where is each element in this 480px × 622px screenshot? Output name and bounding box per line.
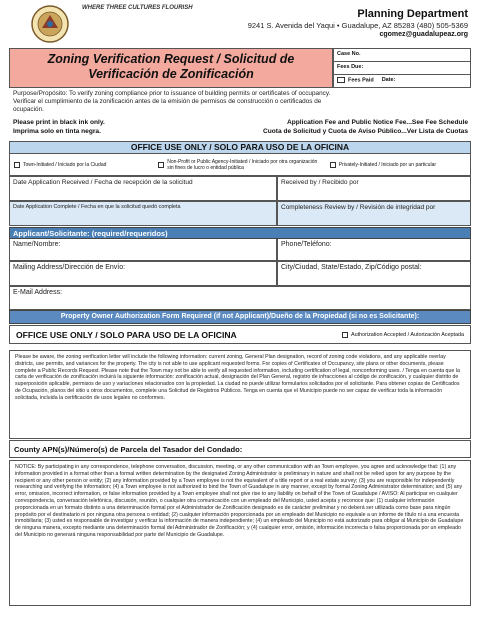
ink-instructions (13, 119, 105, 136)
case-info-box (333, 48, 471, 88)
purpose-line1: Purpose/Propósito: To verify zoning compliance prior to issuance of building permits or certificates of occupancy. (13, 90, 331, 97)
ink-instruction-en: Please print in black ink only. (13, 119, 105, 126)
office-use-header: OFFICE USE ONLY / SOLO PARA USO DE LA OFICINA (9, 141, 471, 154)
form-title-line2: Verificación de Zonificación (88, 67, 254, 81)
fees-paid-checkbox[interactable] (337, 77, 345, 83)
option-privately-initiated[interactable] (326, 154, 470, 175)
city-state-zip-field[interactable] (277, 261, 471, 286)
mailing-address-label: Mailing Address/Dirección de Envío: (13, 264, 126, 271)
authorization-accepted-checkbox[interactable] (342, 332, 348, 338)
nonprofit-initiated-checkbox[interactable] (158, 162, 164, 168)
date-received-label: Date Application Received / Fecha de recepción de la solicitud (13, 179, 193, 186)
fees-paid-label: Fees Paid (348, 77, 374, 84)
option-town-initiated[interactable] (10, 154, 154, 175)
town-seal-logo (22, 4, 78, 44)
applicant-name-label: Name/Nombre: (13, 241, 61, 248)
purpose-line3: ocupación. (13, 106, 44, 113)
email-address-field[interactable] (9, 286, 471, 310)
owner-office-use-row (9, 325, 471, 344)
department-email[interactable]: cgomez@guadalupeaz.org (379, 31, 468, 38)
email-address-label: E-Mail Address: (13, 289, 63, 296)
privately-initiated-checkbox[interactable] (330, 162, 336, 168)
received-by-label: Received by / Recibido por (281, 179, 359, 186)
nonprofit-initiated-label: Non-Profit or Public Agency-Initiated / Iniciado por otra organización sin fines de lucro o entidad pública (167, 158, 318, 171)
option-nonprofit-initiated[interactable] (154, 154, 326, 175)
purpose-text (9, 90, 471, 114)
legal-notice: NOTICE: By participating in any correspondence, telephone conversation, discussion, meeting, or any other communication with an Town employee, you agree and acknowledge that: (1) any information provided in a format other than a formal written determination by the designated Zoning Administrator is preliminary in nature and shall not be relied upon for any purpose by the recipient or any other person or entity; (2) any information provided by a Town employee is not the equivalent of a title report or a real estate survey; (3) you are responsible for independently researching and verifying the information; (4) a Town employee is not authorized to bind the Town of Guadalupe in any manner, except by formal Zoning Administrator determination; and (5) any error, omission, incorrect information, or false information provided by a Town employee shall not give rise to any liability on behalf of the Town of Guadalupe / AVISO: Al participar en cualquier correspondencia, conversación telefónica, discusión, reunión, o cualquier otra comunicación con un empleado del Municipio, usted acepta y reconoce que: (1) cualquier información proporcionada en un formato distinto a una determinación formal por el Administrador de Zonificación designado es de carácter preliminar y no deberá ser utilizada como base para ningún propósito por el destinatario ni por ninguna otra persona o entidad; (2) cualquier información proporcionada por un empleado del Municipio no equivale a un informe de título ni a una encuesta inmobiliaria; (3) usted es responsable de investigar y verificar la información de manera independiente; (4) un empleado del Municipio no está autorizado para obligar al Municipio de Guadalupe de ninguna manera, excepto mediante una determinación formal del Administrador de Zonificación; y (4) cualquier error, omisión, información incorrecta o falsa proporcionada por un empleado del Municipio no generará ninguna responsabilidad por parte del Municipio de Guadalupe. (9, 460, 471, 606)
applicant-name-field[interactable] (9, 239, 277, 261)
authorization-accepted-option[interactable] (342, 332, 464, 338)
initiation-type-row (9, 154, 471, 176)
received-by-field[interactable] (277, 176, 471, 201)
fee-instructions (263, 119, 468, 136)
date-received-field[interactable] (9, 176, 277, 201)
review-by-label: Completeness Review by / Revisión de integridad por (281, 204, 436, 211)
fees-paid-date-label: Date: (381, 77, 396, 84)
fees-due-label: Fees Due: (337, 64, 364, 70)
case-number-field[interactable] (334, 49, 470, 62)
case-number-label: Case No. (337, 51, 361, 57)
privately-initiated-label: Privately-Initiated / Iniciado por un particular (338, 161, 437, 168)
review-by-field[interactable] (277, 201, 471, 226)
mailing-address-field[interactable] (9, 261, 277, 286)
form-title-line1: Zoning Verification Request / Solicitud de (47, 52, 295, 66)
city-state-zip-label: City/Ciudad, State/Estado, Zip/Código postal: (281, 264, 422, 271)
department-name: Planning Department (357, 8, 468, 20)
form-title (9, 48, 333, 88)
county-apn-label: County APN(s)/Número(s) de Parcela del Tasador del Condado: (14, 445, 243, 454)
town-initiated-label: Town-Initiated / Iniciado por la Ciudad (23, 161, 107, 168)
applicant-section-header: Applicant/Solicitante: (required/requeridos) (9, 227, 471, 239)
fee-instruction-es: Cuota de Solicitud y Cuota de Aviso Público...Ver Lista de Cuotas (262, 127, 468, 135)
ink-instruction-es: Imprima solo en tinta negra. (13, 127, 101, 135)
applicant-phone-field[interactable] (277, 239, 471, 261)
fees-due-field[interactable] (334, 62, 470, 75)
purpose-line2: Verificar el cumplimiento de la zonificación antes de la emisión de permisos de construcción o certificados de (13, 98, 322, 105)
fees-paid-row (334, 75, 470, 88)
date-complete-field[interactable] (9, 201, 277, 226)
date-complete-label: Date Application Complete / Fecha en que la solicitud quedó completa (13, 204, 181, 210)
authorization-accepted-label: Authorization Accepted / Autorización Aceptada (351, 331, 464, 338)
fee-instruction-en: Application Fee and Public Notice Fee...See Fee Schedule (286, 119, 468, 126)
town-motto: WHERE THREE CULTURES FLOURISH (82, 5, 193, 11)
town-initiated-checkbox[interactable] (14, 162, 20, 168)
owner-authorization-header: Property Owner Authorization Form Required (if not Applicant)/Dueño de la Propiedad (si no es Solicitante): (9, 310, 471, 324)
applicant-phone-label: Phone/Teléfono: (281, 241, 332, 248)
zoning-letter-notice: Please be aware, the zoning verification letter will include the following information: current zoning, General Plan designation, record of zoning code violations, and any applicable overlay districts, use permits, and variances for the property. The city is not able to use applicant requested forms. For copies of Certificates of Occupancy, site plans or other documents, please complete a Public Records Request. Please note that the Town may not be able to verify all requested information, including certification of legal, nonconforming uses. / Tenga en cuenta que la carta de verificación de zonificación incluirá la siguiente información: zonificación actual, designación del Plan General, registro de infracciones al código de zonificación, y cualquier distrito de superposición aplicable, permisos de uso y variaciones relacionados con la propiedad. La ciudad no puede utilizar formularios solicitados por el solicitante. Para obtener copias de Certificados de Ocupación, planos del sitio u otros documentos, complete una Solicitud de Registros Públicos. Tenga en cuenta que el Municipio puede no ser capaz de verificar toda la información solicitada, incluida la certificación de usos legales no conformes. (9, 350, 471, 439)
owner-office-use-label: OFFICE USE ONLY / SOLO PARA USO DE LA OFICINA (16, 329, 237, 340)
county-apn-field[interactable] (9, 440, 471, 458)
department-address: 9241 S. Avenida del Yaqui • Guadalupe, AZ 85283 (480) 505-5369 (247, 21, 468, 30)
